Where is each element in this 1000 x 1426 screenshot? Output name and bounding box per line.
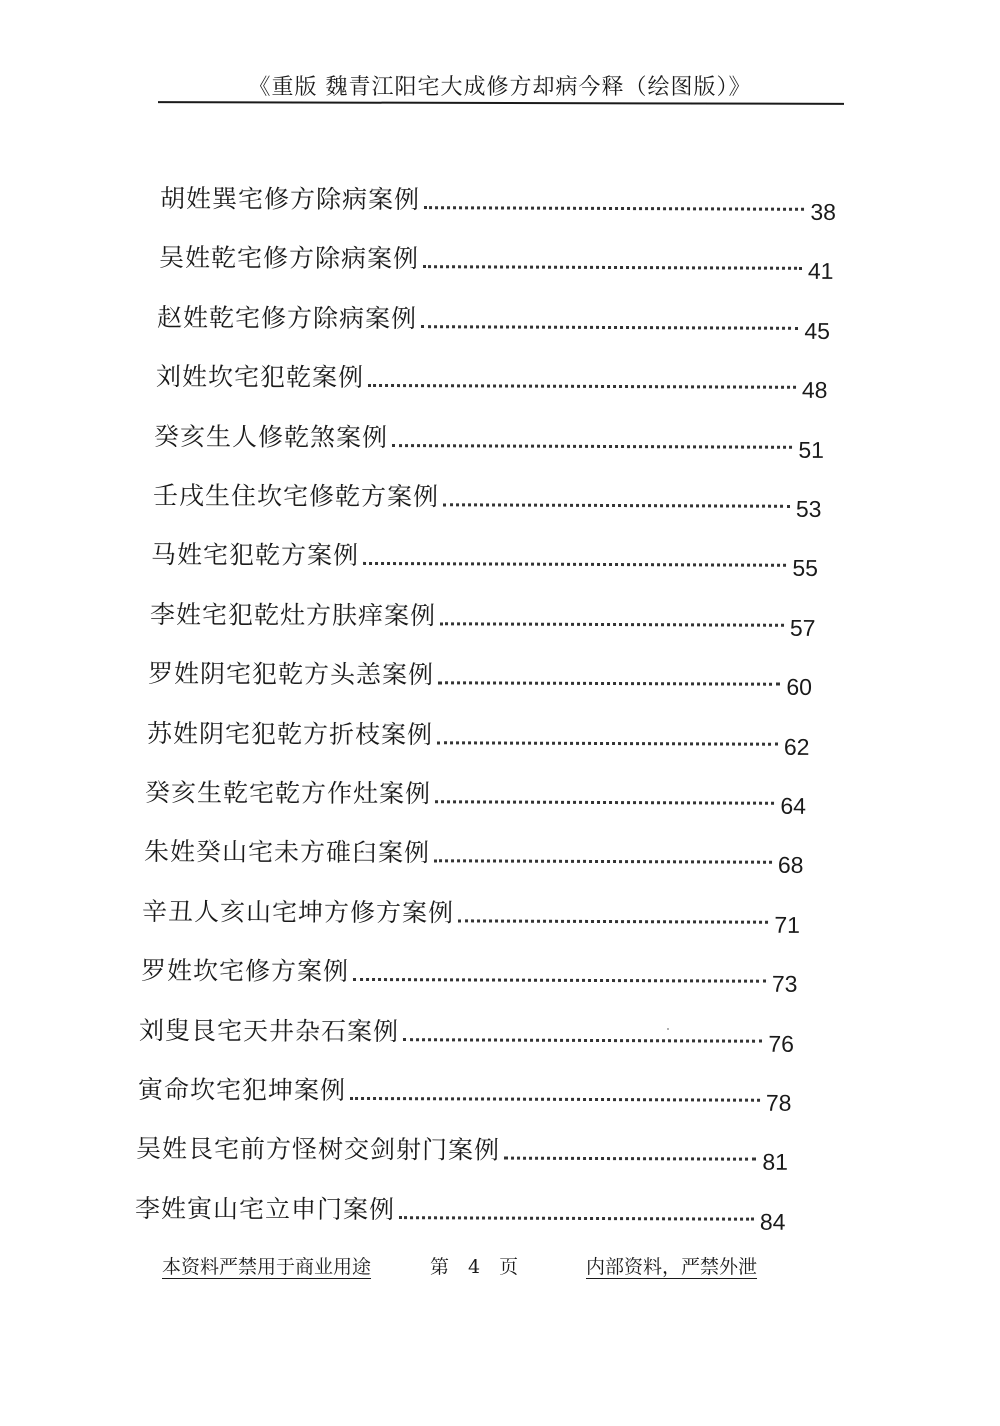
toc-entry: [158, 237, 834, 285]
toc-dot-leader: [421, 325, 798, 330]
footer-page-number: 第 4 页: [430, 1256, 519, 1278]
toc-entry: [146, 713, 810, 760]
toc-entry-page: 76: [768, 1030, 795, 1057]
toc-entry: [152, 475, 822, 522]
toc-entry-page: 62: [783, 733, 810, 760]
toc-entry-page: 48: [801, 377, 828, 404]
toc-entry-page: 71: [774, 911, 801, 938]
toc-entry: [143, 831, 804, 879]
toc-dot-leader: [353, 978, 766, 983]
toc-dot-leader: [368, 384, 796, 389]
toc-entry: [155, 356, 828, 404]
toc-entry-title: 罗姓阴宅犯乾方头恙案例: [148, 659, 435, 690]
toc-entry-title: 李姓宅犯乾灶方肤痒案例: [149, 599, 436, 631]
toc-entry-page: 64: [780, 792, 807, 819]
toc-entry-title: 吴姓艮宅前方怪树交剑射门案例: [136, 1134, 501, 1165]
toc-dot-leader: [438, 681, 780, 685]
toc-entry-title: 朱姓癸山宅未方碓臼案例: [143, 837, 430, 868]
toc-entry: [134, 1188, 786, 1235]
toc-dot-leader: [399, 1216, 754, 1221]
toc-dot-leader: [423, 266, 802, 271]
toc-entry-page: 57: [789, 614, 816, 641]
toc-entry-title: 罗姓坎宅修方案例: [140, 956, 349, 987]
header-title: 《重版 魏青江阳宅大成修方却病今释（绘图版）》: [248, 75, 752, 100]
toc-entry-page: 68: [777, 852, 804, 879]
toc-entry-title: 赵姓乾宅修方除病案例: [157, 302, 418, 333]
toc-dot-leader: [435, 800, 774, 804]
toc-entry: [160, 178, 837, 225]
toc-entry-title: 苏姓阴宅犯乾方折枝案例: [146, 718, 433, 749]
toc-entry-title: 寅命坎宅犯坤案例: [137, 1075, 346, 1105]
toc-dot-leader: [443, 503, 790, 508]
toc-entry: [136, 1128, 789, 1176]
toc-entry-page: 81: [762, 1149, 789, 1176]
toc-entry-page: 51: [798, 436, 825, 463]
toc-dot-leader: [437, 741, 778, 745]
toc-entry: [154, 416, 825, 463]
toc-entry-title: 胡姓巽宅修方除病案例: [160, 184, 421, 215]
toc-dot-leader: [392, 444, 792, 449]
toc-entry: [139, 1010, 795, 1057]
toc-entry-title: 辛丑人亥山宅坤方修方案例: [142, 896, 455, 928]
toc-dot-leader: [424, 206, 804, 211]
toc-dot-leader: [403, 1038, 762, 1043]
toc-entry: [151, 534, 819, 582]
toc-entry: [142, 891, 801, 938]
toc-entry: [140, 950, 798, 998]
toc-entry: [145, 772, 807, 819]
footer: [162, 1252, 776, 1278]
toc-dot-leader: [440, 622, 784, 627]
toc-entry-title: 癸亥生乾宅乾方作灶案例: [145, 778, 432, 809]
toc-dot-leader: [434, 860, 772, 864]
toc-entry-title: 李姓寅山宅立申门案例: [134, 1193, 395, 1224]
toc-entry: [157, 297, 831, 344]
footer-left-notice: 本资料严禁用于商业用途: [162, 1256, 372, 1278]
toc-entry-page: 38: [810, 198, 837, 225]
toc-dot-leader: [350, 1097, 760, 1102]
toc-entry-page: 73: [771, 970, 798, 998]
toc-entry-title: 吴姓乾宅修方除病案例: [158, 243, 419, 274]
toc-dot-leader: [504, 1157, 756, 1161]
toc-entry-page: 45: [804, 317, 831, 344]
footer-right-notice: 内部资料，严禁外泄: [586, 1256, 758, 1278]
toc-entry-title: 癸亥生人修乾煞案例: [154, 421, 389, 452]
toc-entry-title: 马姓宅犯乾方案例: [151, 540, 360, 571]
toc-entry: [149, 594, 816, 641]
toc-entry-page: 41: [807, 258, 834, 285]
toc-dot-leader: [458, 919, 768, 923]
toc-entry-title: 刘叟艮宅天井杂石案例: [139, 1015, 400, 1046]
toc-entry-page: 60: [786, 673, 813, 701]
toc-entry-page: 84: [759, 1208, 786, 1235]
toc-entry: [137, 1069, 792, 1116]
scan-speck: [667, 1028, 669, 1030]
toc-dot-leader: [363, 562, 786, 567]
toc-entry: [148, 653, 813, 701]
toc-entry-title: 刘姓坎宅犯乾案例: [155, 362, 364, 393]
toc-entry-page: 78: [765, 1089, 792, 1116]
toc-entry-page: 55: [792, 555, 819, 582]
toc-entry-page: 53: [795, 495, 822, 522]
toc-entry-title: 壬戌生住坎宅修乾方案例: [152, 481, 439, 512]
